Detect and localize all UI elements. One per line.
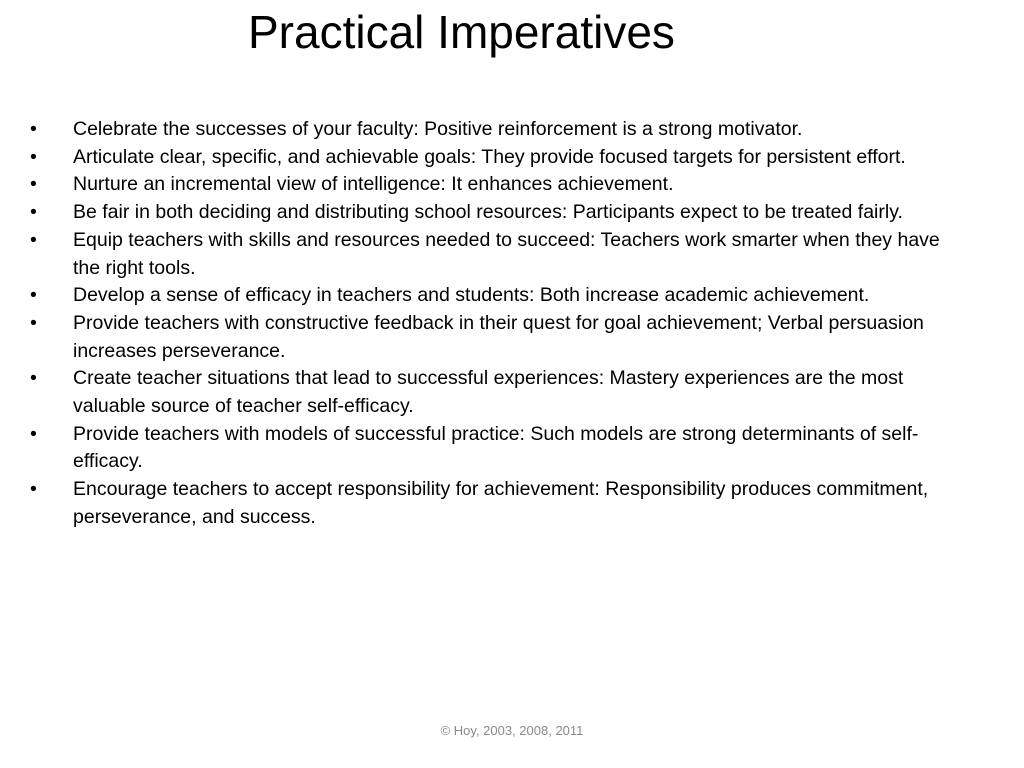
bullet-list <box>30 116 960 532</box>
bullet-text: Celebrate the successes of your faculty: Positive reinforcement is a strong motivator. <box>73 118 803 140</box>
bullet-text: Provide teachers with constructive feedback in their quest for goal achievement; Verbal persuasion increases perseverance. <box>73 311 924 362</box>
bullet-text: Equip teachers with skills and resources needed to succeed: Teachers work smarter when they have the right tools. <box>73 228 940 279</box>
bullet-icon: • <box>30 284 37 307</box>
slide-title: Practical Imperatives <box>248 6 675 58</box>
bullet-item <box>30 227 960 282</box>
bullet-icon: • <box>30 201 37 224</box>
bullet-text: Be fair in both deciding and distributing school resources: Participants expect to be treated fairly. <box>73 201 903 224</box>
bullet-item <box>30 476 960 531</box>
bullet-text: Nurture an incremental view of intelligence: It enhances achievement. <box>73 173 674 196</box>
bullet-item <box>30 199 960 227</box>
bullet-icon: • <box>30 311 37 334</box>
bullet-text: Create teacher situations that lead to successful experiences: Mastery experiences are the most valuable source of teacher self-efficacy. <box>73 367 904 418</box>
bullet-icon: • <box>30 422 37 445</box>
bullet-icon: • <box>30 367 37 390</box>
bullet-text: Articulate clear, specific, and achievable goals: They provide focused targets for persistent effort. <box>73 145 906 168</box>
copyright-footer: © Hoy, 2003, 2008, 2011 <box>440 723 584 738</box>
bullet-icon: • <box>30 228 37 251</box>
bullet-icon: • <box>30 478 37 501</box>
bullet-icon: • <box>30 118 37 140</box>
bullet-item <box>30 171 960 199</box>
bullet-item <box>30 116 960 144</box>
bullet-item <box>30 365 960 420</box>
bullet-text: Encourage teachers to accept responsibility for achievement: Responsibility produces commitment, perseverance, and success. <box>73 478 929 528</box>
bullet-text: Develop a sense of efficacy in teachers and students: Both increase academic achievement. <box>73 284 870 307</box>
bullet-item <box>30 421 960 476</box>
bullet-icon: • <box>30 173 37 196</box>
bullet-icon: • <box>30 145 37 168</box>
bullet-item <box>30 310 960 365</box>
bullet-item <box>30 282 960 310</box>
bullet-text: Provide teachers with models of successful practice: Such models are strong determinants of self-efficacy. <box>73 422 919 473</box>
bullet-item <box>30 144 960 172</box>
